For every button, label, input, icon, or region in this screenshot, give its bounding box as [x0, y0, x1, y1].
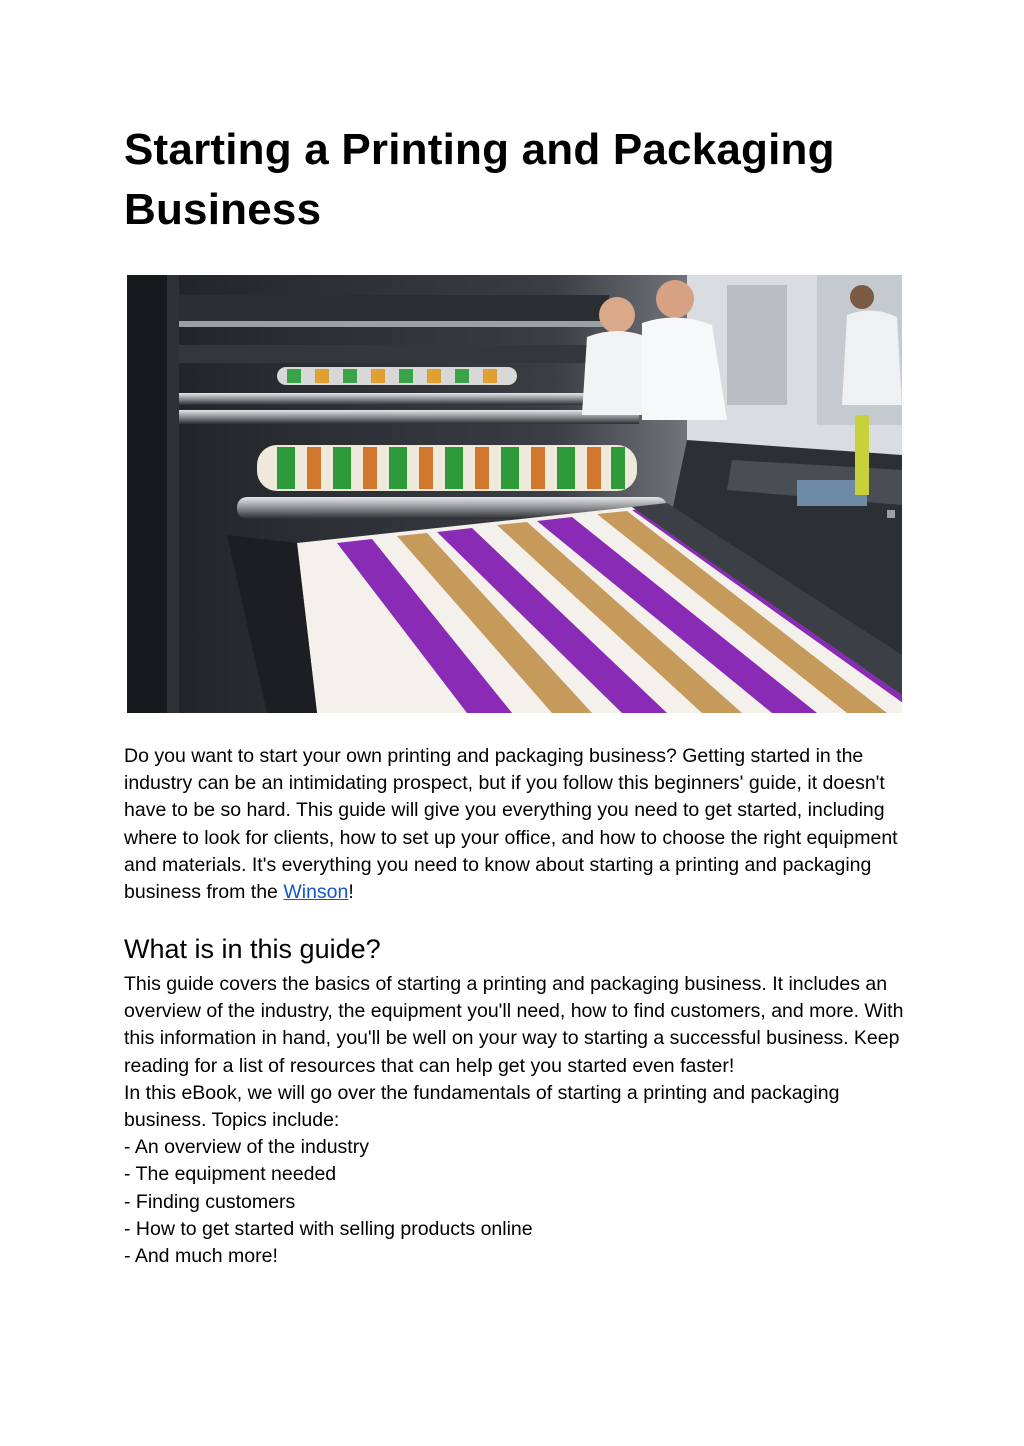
intro-text: Do you want to start your own printing and packaging business? Getting started in the industry can be an intimidating prospect, but if you follow this beginners' guide, it doesn't have to be so hard. This guide will give you everything you need to get started, including where to look for clients, how to set up your office, and how to choose the right equipment and materials. It's everything you need to know about starting a printing and packaging business from the: [124, 745, 898, 904]
section-heading: What is in this guide?: [124, 934, 381, 964]
intro-paragraph: [124, 743, 904, 906]
winson-link[interactable]: Winson: [283, 881, 349, 904]
list-item: - Finding customers: [124, 1190, 296, 1213]
list-item: - How to get started with selling products online: [124, 1217, 533, 1240]
section-paragraph-1: This guide covers the basics of starting a printing and packaging business. It includes an overview of the industry, the equipment you'll need, how to find customers, and more. With this information in hand, you'll be well on your way to starting a successful business. Keep reading for a list of resources that can help get you started even faster!: [124, 973, 904, 1077]
section-body: [124, 971, 904, 1270]
topics-list: [124, 1134, 904, 1270]
list-item: - An overview of the industry: [124, 1136, 369, 1159]
page-title: Starting a Printing and Packaging Business: [124, 125, 835, 234]
intro-text-end: !: [348, 881, 354, 904]
section-paragraph-2: In this eBook, we will go over the fundamentals of starting a printing and packaging business. Topics include:: [124, 1081, 840, 1132]
printing-press-photo: [127, 275, 902, 713]
list-item: - And much more!: [124, 1245, 278, 1268]
list-item: - The equipment needed: [124, 1163, 337, 1186]
